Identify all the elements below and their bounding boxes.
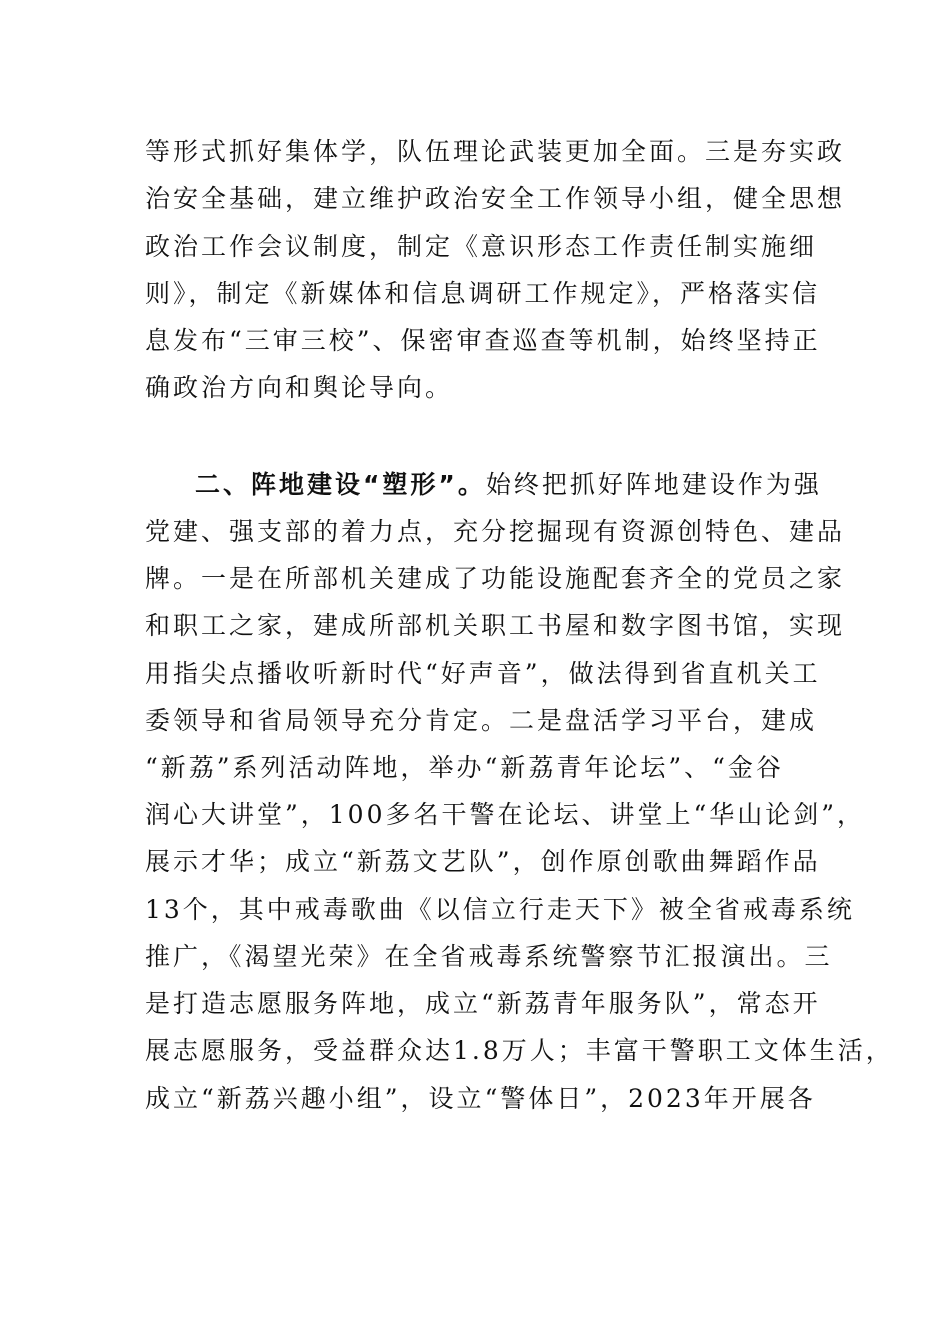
paragraph-2-line-13: 展志愿服务，受益群众达1.8万人；丰富干警职工文体生活， [145,1036,894,1065]
paragraph-2-line-6: 委领导和省局领导充分肯定。二是盘活学习平台，建成 [145,706,818,735]
paragraph-2-line-7: “新荔”系列活动阵地，举办“新荔青年论坛”、“金谷 [145,753,784,782]
paragraph-2-line-3: 牌。一是在所部机关建成了功能设施配套齐全的党员之家 [145,564,846,593]
paragraph-2-line-12: 是打造志愿服务阵地，成立“新荔青年服务队”，常态开 [145,989,821,1018]
paragraph-1-line-5: 息发布“三审三校”、保密审查巡查等机制，始终坚持正 [145,326,821,355]
paragraph-2-line-5: 用指尖点播收听新时代“好声音”，做法得到省直机关工 [145,659,821,688]
paragraph-2-line-11: 推广，《渴望光荣》在全省戒毒系统警察节汇报演出。三 [145,942,833,971]
paragraph-2-line-10: 13个，其中戒毒歌曲《以信立行走天下》被全省戒毒系统 [145,895,855,924]
paragraph-2-line-9: 展示才华；成立“新荔文艺队”，创作原创歌曲舞蹈作品 [145,847,821,876]
paragraph-2-line-8: 润心大讲堂”，100多名干警在论坛、讲堂上“华山论剑”， [145,800,866,829]
paragraph-1-line-3: 政治工作会议制度，制定《意识形态工作责任制实施细 [145,232,818,261]
paragraph-2-line-1-rest: 始终把抓好阵地建设作为强 [485,470,822,499]
paragraph-2-line-14: 成立“新荔兴趣小组”，设立“警体日”，2023年开展各 [145,1084,816,1113]
paragraph-2-line-4: 和职工之家，建成所部机关职工书屋和数字图书馆，实现 [145,611,846,640]
paragraph-1-line-6: 确政治方向和舆论导向。 [145,373,454,402]
paragraph-1-line-2: 治安全基础，建立维护政治安全工作领导小组，健全思想 [145,184,846,213]
section-heading: 二、阵地建设“塑形”。 [195,470,486,499]
paragraph-2-line-2: 党建、强支部的着力点，充分挖掘现有资源创特色、建品 [145,517,846,546]
paragraph-1-line-4: 则》，制定《新媒体和信息调研工作规定》，严格落实信 [145,279,821,308]
paragraph-2-first-line [195,470,822,500]
paragraph-1-line-1: 等形式抓好集体学，队伍理论武装更加全面。三是夯实政 [145,137,846,166]
